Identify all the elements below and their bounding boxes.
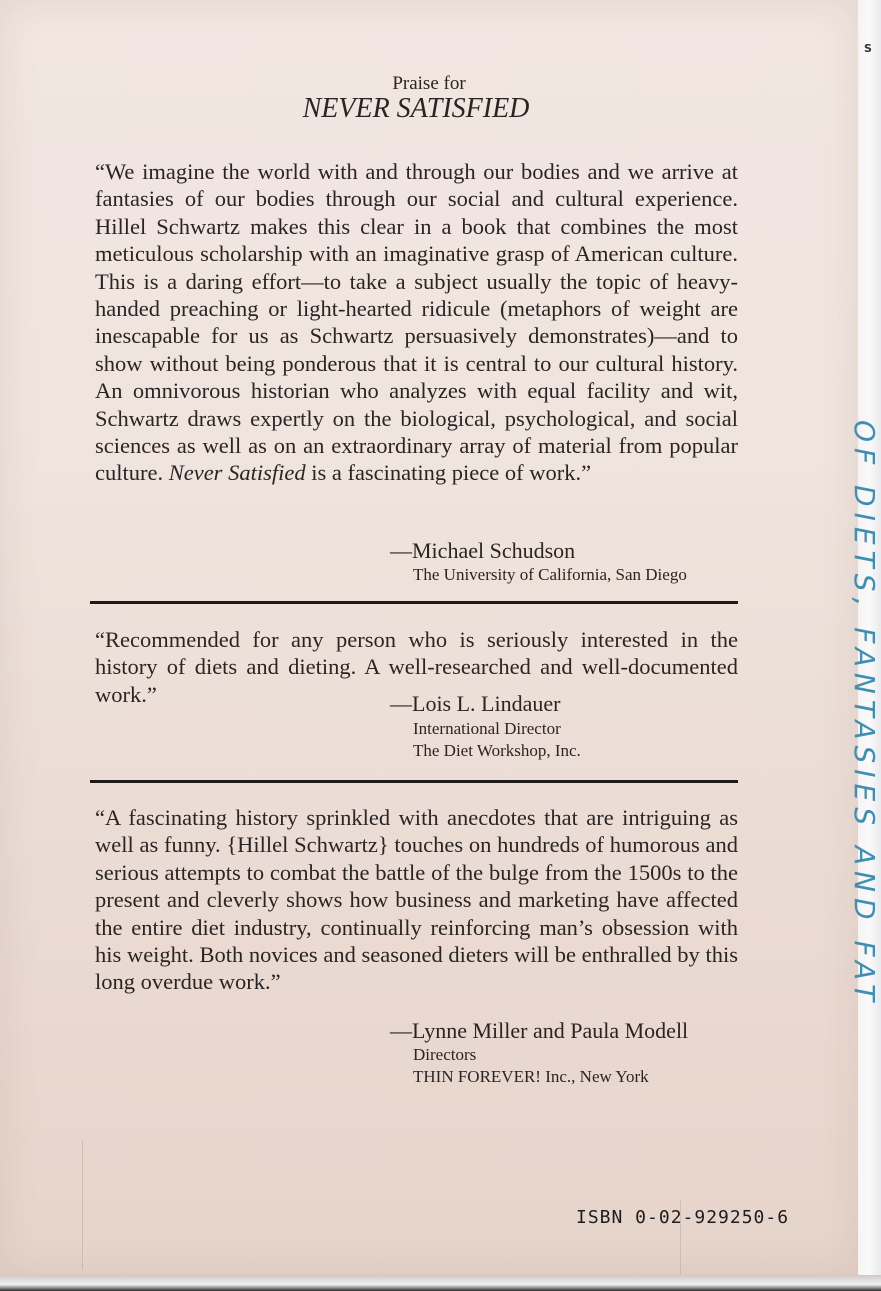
- review-quote-1-text-end: is a fascinating piece of work.”: [305, 460, 592, 486]
- review-quote-2: “Recommended for any person who is seriously interested in the history of diets and dieting. A well-researched and well-documented work.”: [95, 627, 738, 707]
- spine-subtitle: OF DIETS, FANTASIES AND FAT: [848, 420, 881, 1008]
- cover-bottom-edge: [0, 1275, 881, 1291]
- book-spine-edge: [848, 0, 881, 1291]
- review-1-author: —Michael Schudson: [390, 538, 576, 563]
- book-title: NEVER SATISFIED: [302, 93, 530, 124]
- review-1-affiliation: The University of California, San Diego: [413, 565, 687, 584]
- review-2-affiliation-org: The Diet Workshop, Inc.: [413, 741, 581, 760]
- review-quote-1: [95, 158, 738, 487]
- review-3-author: —Lynne Miller and Paula Modell: [390, 1018, 689, 1043]
- review-quote-3: “A fascinating history sprinkled with anecdotes that are intriguing as well as funny. {Hillel Schwartz} touches on hundreds of humorous and serious attempts to combat the battle of the bulge from the 1500s to the present and cleverly shows how business and marketing have affected the entire diet industry, continually reinforcing man’s obsession with his weight. Both novices and seasoned dieters will be enthralled by this long overdue work.”: [95, 805, 738, 995]
- divider-rule-2: [90, 780, 738, 783]
- review-quote-1-book-title: Never Satisfied: [168, 460, 306, 486]
- paper-crease: [82, 1140, 83, 1270]
- review-3-affiliation-title: Directors: [413, 1045, 477, 1064]
- divider-rule-1: [90, 601, 738, 604]
- spine-top-letter: S: [864, 42, 872, 55]
- review-quote-1-text: “We imagine the world with and through our bodies and we arrive at fantasies of our bodies through our social and cultural experience. Hillel Schwartz makes this clear in a book that combines the most meticulous scholarship with an imaginative grasp of American culture. This is a daring effort—to take a subject usually the topic of heavy-handed preaching or light-hearted ridicule (metaphors of weight are inescapable for us as Schwartz persuasively demonstrates)—and to show without being ponderous that it is central to our cultural history. An omnivorous historian who analyzes with equal facility and wit, Schwartz draws expertly on the biological, psychological, and social sciences as well as on an extraordinary array of material from popular culture.: [95, 159, 738, 486]
- praise-for-label: Praise for: [392, 73, 466, 94]
- review-3-affiliation-org: THIN FOREVER! Inc., New York: [413, 1067, 649, 1086]
- review-2-affiliation-title: International Director: [413, 719, 561, 738]
- review-2-author: —Lois L. Lindauer: [390, 691, 561, 716]
- isbn-number: ISBN 0-02-929250-6: [576, 1207, 790, 1228]
